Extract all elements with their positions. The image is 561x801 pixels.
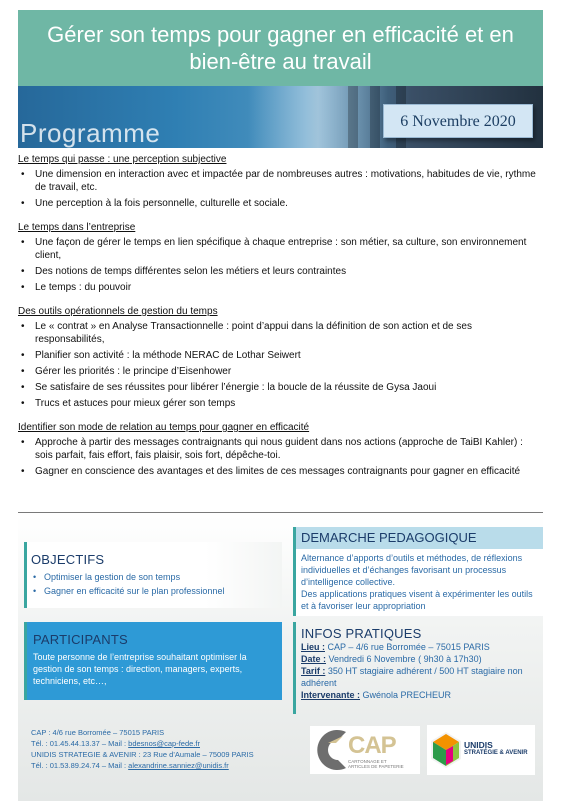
section xyxy=(18,153,543,210)
objectifs-heading: OBJECTIFS xyxy=(31,552,105,567)
infos-lieu-label: Lieu : xyxy=(301,642,325,652)
list-item: • Une perception à la fois personnelle, culturelle et sociale. xyxy=(18,197,543,210)
objectif-item: • Optimiser la gestion de son temps xyxy=(31,571,282,583)
infos-box xyxy=(293,622,543,714)
title-band xyxy=(18,10,543,86)
demarche-box xyxy=(293,527,543,616)
infos-intervenante-label: Intervenante : xyxy=(301,690,361,700)
banner-light xyxy=(248,86,388,148)
unidis-logo xyxy=(427,725,535,775)
programme-label: Programme xyxy=(20,118,161,148)
infos-lieu xyxy=(301,641,538,653)
section-heading: Le temps dans l’entreprise xyxy=(18,222,136,233)
cap-logo-subtitle: CARTONNAGE ET ARTICLES DE PAPETERIE xyxy=(348,759,404,769)
list-item: • Une dimension en interaction avec et impactée par de nombreuses autres : motivations, habitudes de vie, rythme de travail, etc. xyxy=(18,168,543,194)
contact-line xyxy=(31,738,301,749)
unidis-logo-subtitle: STRATÉGIE & AVENIR xyxy=(464,750,528,756)
list-item: • Trucs et astuces pour mieux gérer son temps xyxy=(18,397,543,410)
title-line-2: bien-être au travail xyxy=(189,49,372,74)
infos-intervenante xyxy=(301,689,538,701)
list-item: • Une façon de gérer le temps en lien spécifique à chaque entreprise : son métier, sa culture, son environnement client, xyxy=(18,236,543,262)
infos-tarif xyxy=(301,665,538,689)
cap-logo-icon xyxy=(310,728,350,772)
infos-date-label: Date : xyxy=(301,654,327,664)
list-item: • Le temps : du pouvoir xyxy=(18,281,543,294)
contact-line: CAP : 4/6 rue Borromée – 75015 PARIS xyxy=(31,728,165,737)
unidis-logo-icon xyxy=(429,731,463,769)
infos-tarif-value: 350 HT stagiaire adhérent / 500 HT stagiaire non adhérent xyxy=(301,666,523,688)
contact-email-link[interactable]: alexandrine.sanniez@unidis.fr xyxy=(128,761,229,770)
divider xyxy=(18,512,543,513)
demarche-text-2: Des applications pratiques visent à expérimenter les outils et à favoriser leur appropriation xyxy=(301,589,533,611)
contact-phone: Tél. : 01.45.44.13.37 – Mail : xyxy=(31,739,129,748)
date-badge: 6 Novembre 2020 xyxy=(383,104,533,138)
list-item: • Des notions de temps différentes selon les métiers et leurs contraintes xyxy=(18,265,543,278)
infos-lieu-value: CAP – 4/6 rue Borromée – 75015 PARIS xyxy=(325,642,490,652)
contacts xyxy=(31,727,301,771)
infos-tarif-label: Tarif : xyxy=(301,666,326,676)
list-item: • Gérer les priorités : le principe d’Eisenhower xyxy=(18,365,543,378)
participants-heading: PARTICIPANTS xyxy=(33,632,128,647)
contact-line xyxy=(31,760,301,771)
section xyxy=(18,305,543,410)
section-heading: Des outils opérationnels de gestion du temps xyxy=(18,306,218,317)
objectifs-box xyxy=(24,542,282,608)
programme-content xyxy=(18,153,543,489)
participants-text: Toute personne de l’entreprise souhaitant optimiser la gestion de son temps : direction, managers, experts, techniciens, etc…, xyxy=(33,652,247,686)
infos-heading: INFOS PRATIQUES xyxy=(301,626,422,641)
section-heading: Identifier son mode de relation au temps pour gagner en efficacité xyxy=(18,422,310,433)
banner-stripe xyxy=(348,86,358,148)
list-item: • Planifier son activité : la méthode NERAC de Lothar Seiwert xyxy=(18,349,543,362)
list-item: • Gagner en conscience des avantages et des limites de ces messages contraignants pour gagner en efficacité xyxy=(18,465,543,478)
list-item: • Approche à partir des messages contraignants qui nous guident dans nos actions (approche de TaiBI Kahler) : sois parfait, fais effort, fais plaisir, sois fort, dépêche-toi. xyxy=(18,436,543,462)
infos-date-value: Vendredi 6 Novembre ( 9h30 à 17h30) xyxy=(326,654,482,664)
infos-intervenante-value: Gwénola PRECHEUR xyxy=(360,690,452,700)
section xyxy=(18,221,543,294)
list-item: • Le « contrat » en Analyse Transactionnelle : point d’appui dans la définition de son action et de ses responsabilités, xyxy=(18,320,543,346)
section xyxy=(18,421,543,478)
contact-email-link[interactable]: bdesnos@cap-fede.fr xyxy=(128,739,200,748)
cap-logo-name: CAP xyxy=(348,732,396,759)
objectif-item: • Gagner en efficacité sur le plan professionnel xyxy=(31,585,282,597)
infos-date xyxy=(301,653,538,665)
participants-box xyxy=(24,622,282,700)
cap-logo xyxy=(310,726,420,774)
banner-stripe xyxy=(370,86,380,148)
list-item: • Se satisfaire de ses réussites pour libérer l’énergie : la boucle de la réussite de Gysa Jaoui xyxy=(18,381,543,394)
demarche-heading: DEMARCHE PEDAGOGIQUE xyxy=(296,527,543,549)
contact-phone: Tél. : 01.53.89.24.74 – Mail : xyxy=(31,761,129,770)
title-line-1: Gérer son temps pour gagner en efficacité et en xyxy=(47,22,514,47)
contact-line: UNIDIS STRATEGIE & AVENIR : 23 Rue d’Aumale – 75009 PARIS xyxy=(31,750,254,759)
section-heading: Le temps qui passe : une perception subjective xyxy=(18,154,227,165)
unidis-logo-name: UNIDIS xyxy=(464,740,493,750)
demarche-text-1: Alternance d’apports d’outils et méthodes, de réflexions individuelles et d’échanges favorisant un processus d’intelligence collective. xyxy=(301,553,523,587)
